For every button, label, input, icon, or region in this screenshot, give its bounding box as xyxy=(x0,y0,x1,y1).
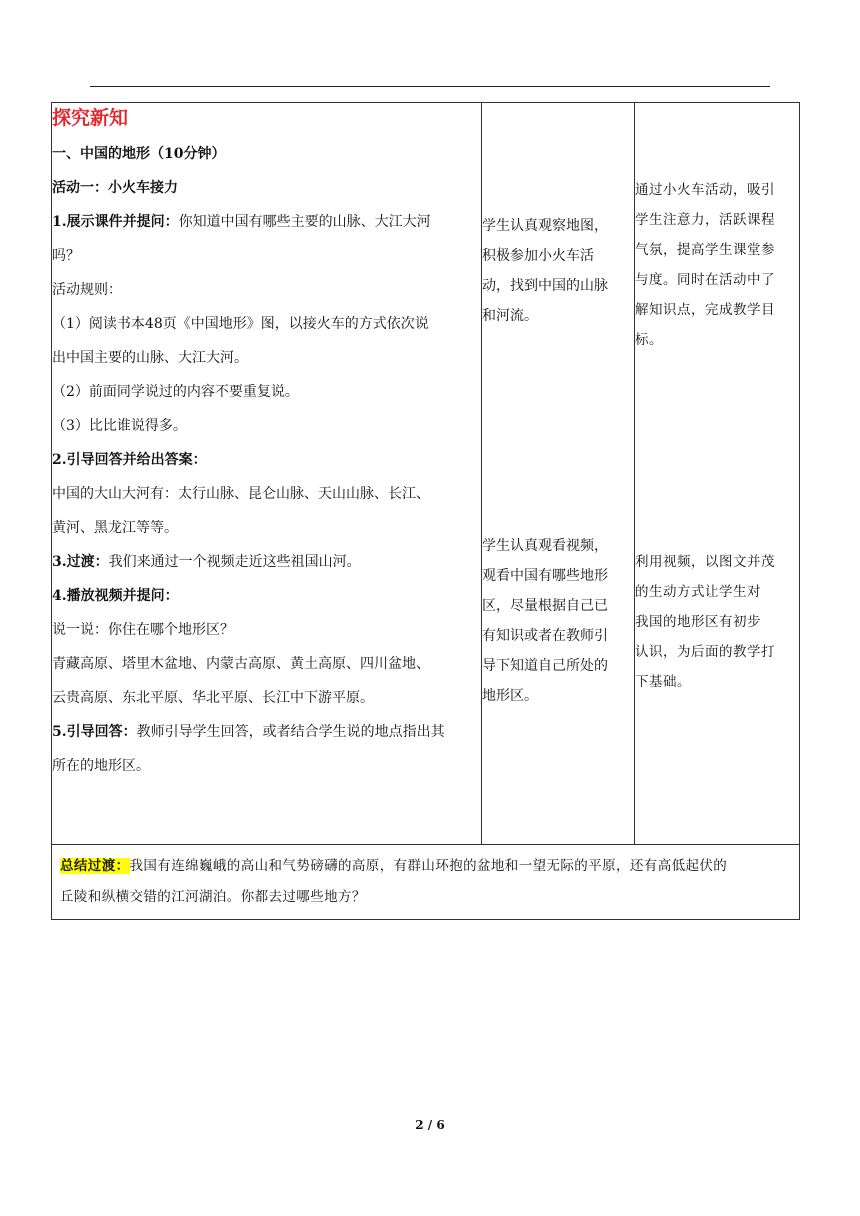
intent1-line: 气氛，提高学生课堂参 xyxy=(635,242,775,258)
rule2: （2）前面同学说过的内容不要重复说。 xyxy=(52,384,299,400)
step5-text: 教师引导学生回答，或者结合学生说的地点指出其 xyxy=(136,724,445,740)
student1-line: 学生认真观察地图， xyxy=(482,218,608,234)
step2-label: 2.引导回答并给出答案： xyxy=(52,452,207,468)
intent1-line: 学生注意力，活跃课程 xyxy=(635,212,775,228)
design-intent-cell xyxy=(635,103,800,845)
step4-list2: 云贵高原、东北平原、华北平原、长江中下游平原。 xyxy=(52,690,374,706)
intent2-line: 利用视频，以图文并茂 xyxy=(635,554,775,570)
step4-label: 4.播放视频并提问： xyxy=(52,588,179,604)
student2-line: 有知识或者在教师引 xyxy=(482,628,608,644)
step3-text: 我们来通过一个视频走近这些祖国山河。 xyxy=(108,554,361,570)
step4-question: 说一说：你住在哪个地形区？ xyxy=(52,622,234,638)
intent2-line: 下基础。 xyxy=(635,674,691,690)
design-intent-1 xyxy=(635,175,799,355)
student-activity-2 xyxy=(482,531,634,711)
step5-line2: 所在的地形区。 xyxy=(52,758,150,774)
section-title: 探究新知 xyxy=(52,107,129,129)
main-row xyxy=(52,103,800,845)
step1-text: 你知道中国有哪些主要的山脉、大江大河 xyxy=(178,214,431,230)
step3-label: 3.过渡： xyxy=(52,554,109,570)
heading-terrain: 一、中国的地形（10分钟） xyxy=(52,146,226,162)
rule1-line1: （1）阅读书本48页《中国地形》图，以接火车的方式依次说 xyxy=(52,316,429,332)
student1-line: 和河流。 xyxy=(482,308,538,324)
design-intent-2 xyxy=(635,547,799,697)
intent1-line: 与度。同时在活动中了 xyxy=(635,272,775,288)
activity-title: 活动一：小火车接力 xyxy=(52,180,178,196)
step2-line1: 中国的大山大河有：太行山脉、昆仑山脉、天山山脉、长江、 xyxy=(52,486,430,502)
student2-line: 导下知道自己所处的 xyxy=(482,658,608,674)
student-activity-cell xyxy=(482,103,635,845)
intent1-line: 解知识点，完成教学目 xyxy=(635,302,775,318)
rule3: （3）比比谁说得多。 xyxy=(52,418,187,434)
student2-line: 区，尽量根据自己已 xyxy=(482,598,608,614)
intent2-line: 认识，为后面的教学打 xyxy=(635,644,775,660)
intent2-line: 的生动方式让学生对 xyxy=(635,584,761,600)
lesson-plan-table xyxy=(51,102,800,920)
step3-line xyxy=(52,545,481,579)
step4-list1: 青藏高原、塔里木盆地、内蒙古高原、黄土高原、四川盆地、 xyxy=(52,656,430,672)
summary-label: 总结过渡： xyxy=(60,858,130,874)
step5-line1 xyxy=(52,715,481,749)
step1-label: 1.展示课件并提问： xyxy=(52,214,179,230)
summary-text-1: 我国有连绵巍峨的高山和气势磅礴的高原，有群山环抱的盆地和一望无际的平原，还有高低起伏的 xyxy=(129,858,728,874)
step1-line1 xyxy=(52,205,481,239)
rule1-line2: 出中国主要的山脉、大江大河。 xyxy=(52,350,248,366)
summary-row xyxy=(52,845,800,920)
student-activity-1 xyxy=(482,211,634,331)
summary-text-2: 丘陵和纵横交错的江河湖泊。你都去过哪些地方？ xyxy=(60,889,366,905)
student2-line: 学生认真观看视频， xyxy=(482,538,608,554)
student2-line: 观看中国有哪些地形 xyxy=(482,568,608,584)
intent2-line: 我国的地形区有初步 xyxy=(635,614,761,630)
step5-label: 5.引导回答： xyxy=(52,724,137,740)
page-number: 2 / 6 xyxy=(415,1118,445,1132)
student1-line: 动，找到中国的山脉 xyxy=(482,278,608,294)
intent1-line: 标。 xyxy=(635,332,663,348)
header-rule xyxy=(90,86,770,87)
student1-line: 积极参加小火车活 xyxy=(482,248,594,264)
intent1-line: 通过小火车活动，吸引 xyxy=(635,182,775,198)
rules-title: 活动规则： xyxy=(52,282,122,298)
student2-line: 地形区。 xyxy=(482,688,538,704)
step2-line2: 黄河、黑龙江等等。 xyxy=(52,520,178,536)
step1-line2: 吗？ xyxy=(52,248,80,264)
teacher-activity-cell xyxy=(52,103,482,845)
summary-cell xyxy=(52,845,800,920)
